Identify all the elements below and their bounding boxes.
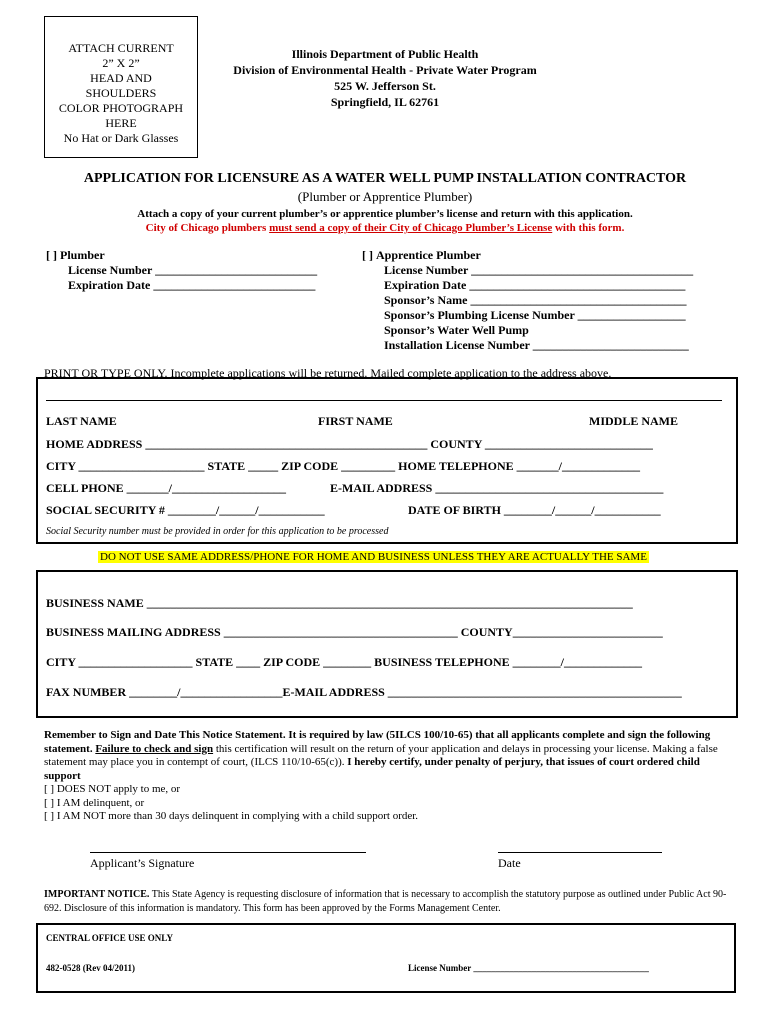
option-not-delinquent[interactable]: [ ] I AM NOT more than 30 days delinquent in complying with a child support order. [44,810,419,822]
form-number: 482-0528 (Rev 04/2011) [46,963,135,973]
applicant-info-box [36,377,738,544]
form-subtitle: (Plumber or Apprentice Plumber) [297,189,473,204]
photo-line: HEAD AND [90,71,152,85]
notice-underlined: Failure to check and sign [95,742,214,755]
business-city-row[interactable]: CITY ___________________ STATE ____ ZIP CODE ________ BUSINESS TELEPHONE ________/_____________ [46,655,642,669]
plumber-license-field[interactable]: License Number ___________________________ [68,263,318,277]
signature-label: Applicant’s Signature [90,856,195,870]
attach-note: Attach a copy of your current plumber’s or apprentice plumber’s license and return with this application. [137,208,633,220]
plumber-checkbox[interactable]: [ ] [46,248,57,262]
sponsor-well-license-field[interactable]: Installation License Number __________________________ [384,338,689,352]
photo-line: HERE [105,116,137,130]
notice-intro: Remember to Sign and Date This Notice Statement. It is required by law (5ILCS 100/10-65) that all applicants complete and sign the following statement. [44,729,711,755]
office-use-box [36,923,736,993]
home-email-field[interactable]: E-MAIL ADDRESS ______________________________________ [330,481,664,495]
business-mailing-field[interactable]: BUSINESS MAILING ADDRESS _______________________________________ COUNTY_________________________ [46,625,663,639]
option-delinquent[interactable]: [ ] I AM delinquent, or [44,796,145,809]
apprentice-section [362,248,693,353]
chicago-note-pre: City of Chicago plumbers [145,222,270,234]
photo-line: ATTACH CURRENT [68,41,174,55]
sponsor-name-field[interactable]: Sponsor’s Name ____________________________________ [384,293,687,307]
last-name-label: LAST NAME [46,414,117,428]
chicago-note [40,221,730,235]
city-address: Springfield, IL 62761 [330,95,440,109]
ssn-note: Social Security number must be provided in order for this application to be processed [46,526,389,537]
address-warning-banner: DO NOT USE SAME ADDRESS/PHONE FOR HOME AND BUSINESS UNLESS THEY ARE ACTUALLY THE SAME [100,551,647,563]
home-address-field[interactable]: HOME ADDRESS _______________________________________________ COUNTY ____________________________ [46,437,653,451]
child-support-notice [44,729,724,824]
chicago-note-underlined: must send a copy of their City of Chicago Plumber’s License [269,222,553,234]
photo-line: 2” X 2” [102,56,140,70]
business-info-box [36,570,738,718]
office-license-field[interactable]: License Number _______________________________________ [408,963,649,973]
first-name-label: FIRST NAME [318,414,393,428]
sponsor-license-field[interactable]: Sponsor’s Plumbing License Number __________________ [384,308,686,322]
plumber-label: Plumber [60,248,105,262]
attach-instructions [40,207,730,235]
apprentice-label: Apprentice Plumber [376,248,481,262]
important-label: IMPORTANT NOTICE. [44,889,150,900]
form-title: APPLICATION FOR LICENSURE AS A WATER WELL PUMP INSTALLATION CONTRACTOR [83,171,687,186]
middle-name-label: MIDDLE NAME [589,414,678,428]
important-text: This State Agency is requesting disclosure of information that is necessary to accomplish the statutory purpose as outlined under Public Act 90-692. Disclosure of this information is mandatory. This form has been approved by the Forms Management Center. [44,889,727,914]
print-instructions: PRINT OR TYPE ONLY. Incomplete applications will be returned. Mailed complete application to the address above. [44,366,612,380]
notice-text: this certification will result on the return of your application and delays in processing your license. Making a false statement may place you in contempt of court, (ILCS 110/10-65(c)). [44,742,718,768]
apprentice-expiration-field[interactable]: Expiration Date ____________________________________ [384,278,686,292]
office-use-title: CENTRAL OFFICE USE ONLY [46,933,173,943]
name-field-line[interactable] [46,400,722,401]
date-line[interactable] [498,852,662,853]
agency-header [210,46,560,110]
apprentice-checkbox[interactable]: [ ] [362,248,373,262]
plumber-expiration-field[interactable]: Expiration Date ___________________________ [68,278,316,292]
street-address: 525 W. Jefferson St. [334,79,436,93]
notice-certify: I hereby certify, under penalty of perjury, that issues of court ordered child support [44,756,700,782]
dob-field[interactable]: DATE OF BIRTH ________/______/___________ [408,503,661,517]
business-fax-row[interactable]: FAX NUMBER ________/_________________E-MAIL ADDRESS _________________________________________________ [46,685,682,699]
photo-placeholder-box [44,16,198,158]
division-name: Division of Environmental Health - Private Water Program [233,63,537,77]
signature-line[interactable] [90,852,366,853]
apprentice-license-field[interactable]: License Number _____________________________________ [384,263,694,277]
important-notice [44,888,734,916]
home-city-row[interactable]: CITY _____________________ STATE _____ ZIP CODE _________ HOME TELEPHONE _______/_____________ [46,459,640,473]
date-label: Date [498,856,521,870]
plumber-section [46,248,317,293]
cell-phone-field[interactable]: CELL PHONE _______/___________________ [46,481,287,495]
photo-line: SHOULDERS [85,86,157,100]
sponsor-well-label: Sponsor’s Water Well Pump [384,323,529,337]
photo-line: No Hat or Dark Glasses [63,131,179,145]
photo-line: COLOR PHOTOGRAPH [58,101,184,115]
agency-name: Illinois Department of Public Health [291,47,479,61]
ssn-field[interactable]: SOCIAL SECURITY # ________/______/___________ [46,503,325,517]
option-not-apply[interactable]: [ ] DOES NOT apply to me, or [44,783,181,795]
chicago-note-post: with this form. [552,222,625,234]
business-name-field[interactable]: BUSINESS NAME _________________________________________________________________________________ [46,596,633,610]
